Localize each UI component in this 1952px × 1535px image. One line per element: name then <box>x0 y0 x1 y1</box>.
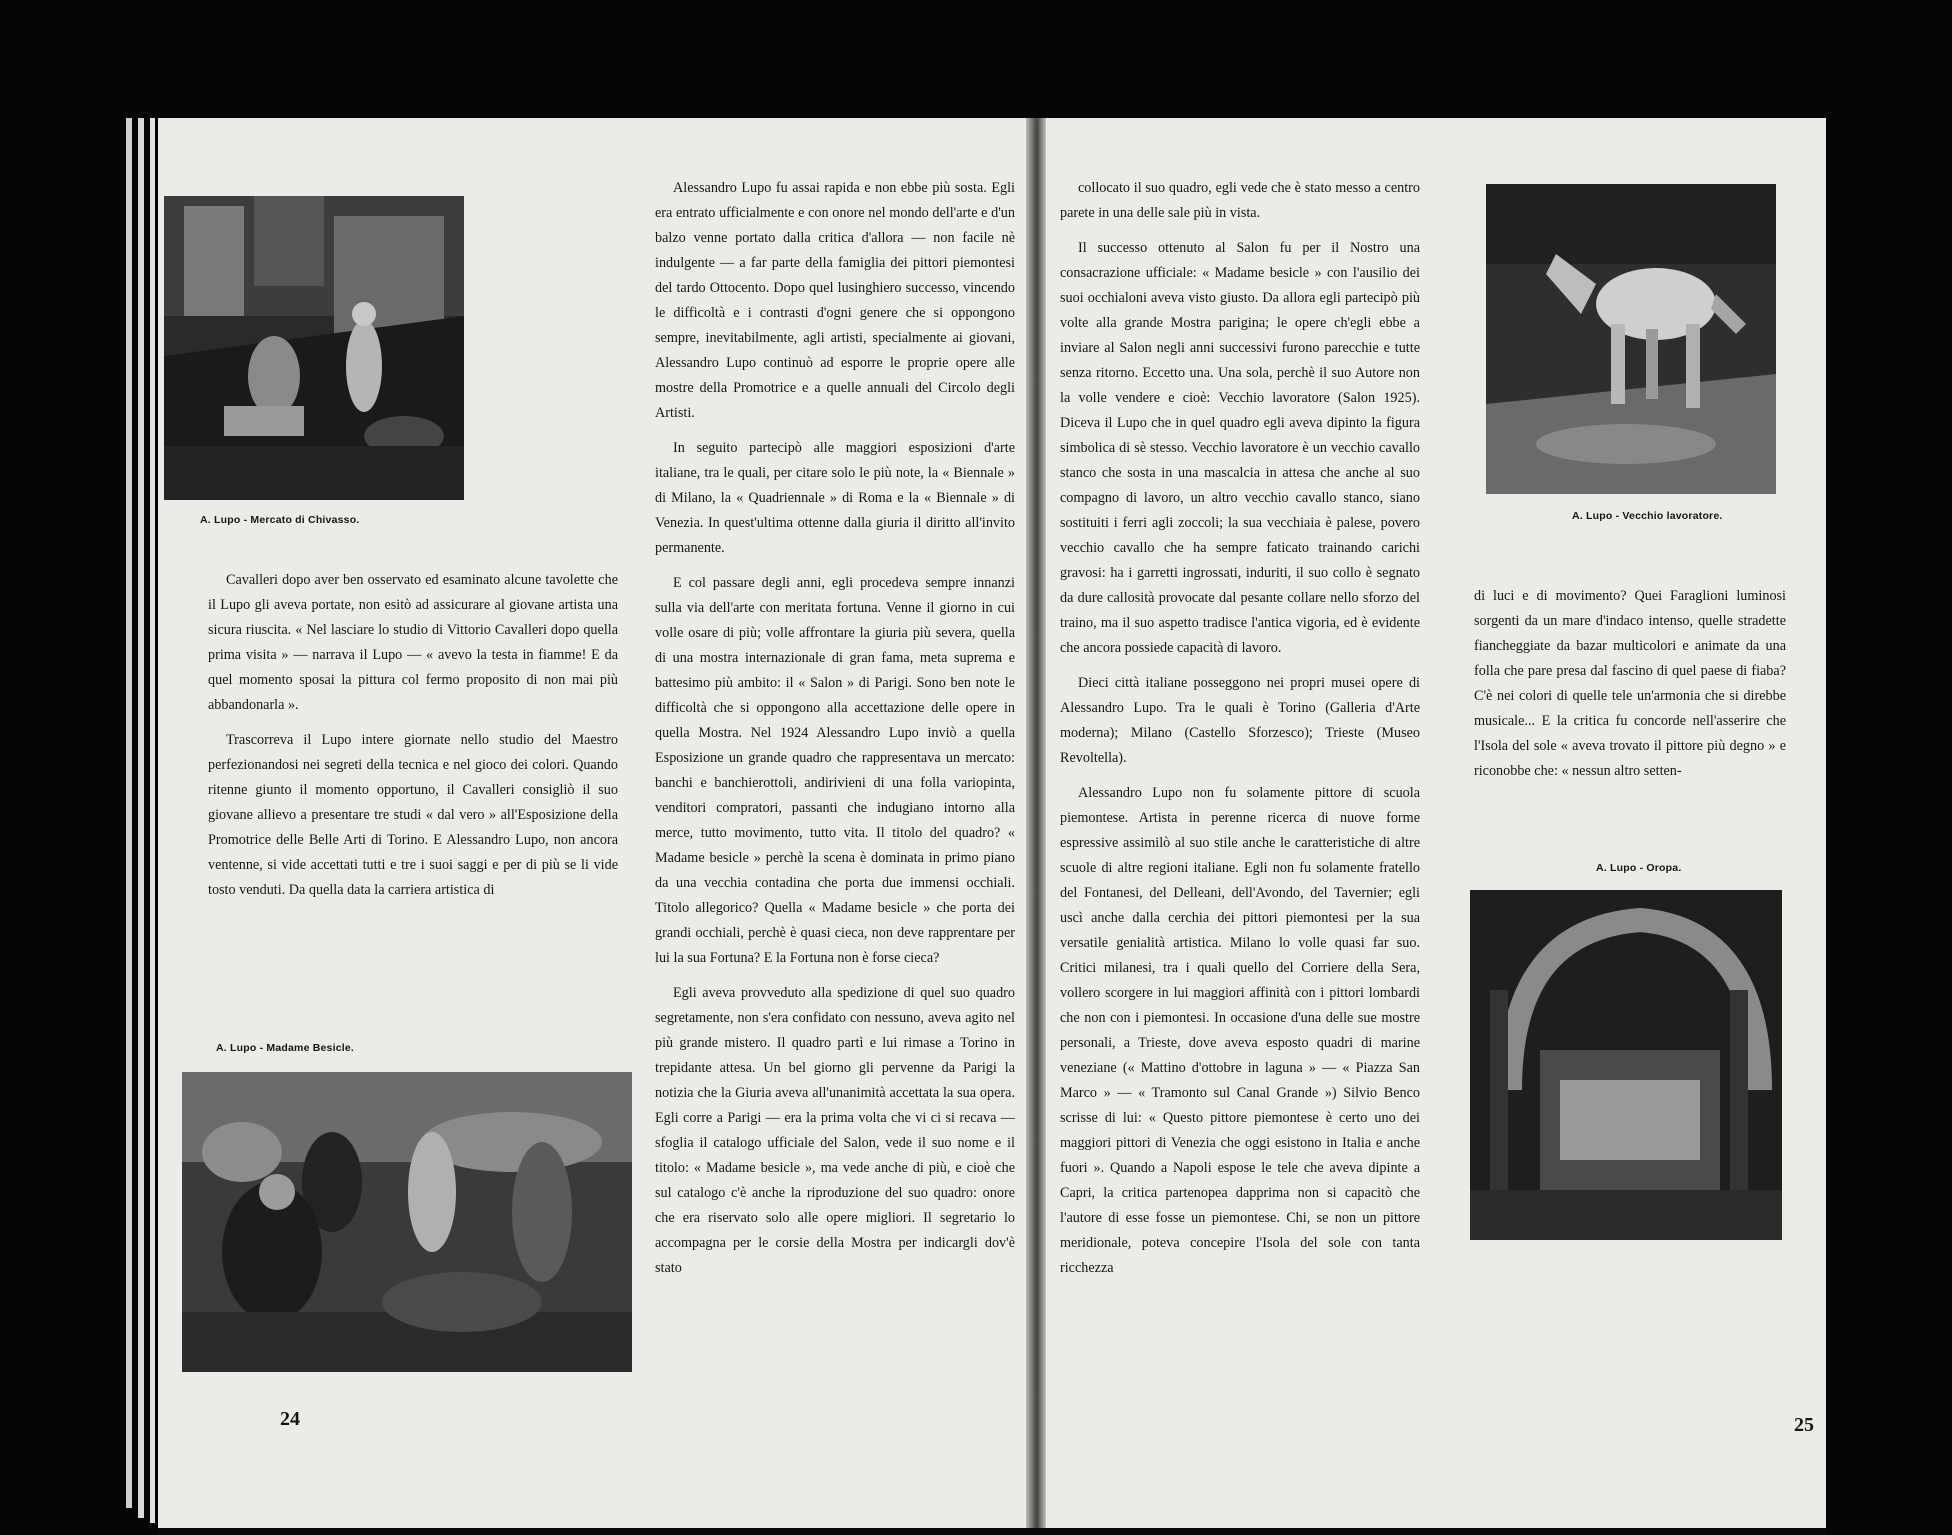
paragraph: Alessandro Lupo non fu solamente pittore di scuola piemontese. Artista in perenne ricerca di nuove forme espressive assimilò al suo stile anche le caratteristiche di altre scuole di altre regioni italiane. Egli non fu solamente fratello del Fontanesi, del Delleani, dell'Avondo, del Tavernier; egli uscì anche dalla cerchia dei pittori piemontesi per la sua versatile genialità artistica. Milano lo volle quasi far suo. Critici milanesi, tra i quali quello del Corriere della Sera, vollero scorgere in lui maggiori affinità con i pittori lombardi che non con i piemontesi. In occasione d'una delle sue mostre personali, a Trieste, dove aveva esposto quadri di marine veneziane (« Mattino d'ottobre in laguna » — « Piazza San Marco » — « Tramonto sul Canal Grande ») Silvio Benco scrisse di lui: « Questo pittore piemontese è certo uno dei maggiori pittori di Venezia che oggi esistono in Italia e anche fuori ». Quando a Napoli espose le tele che aveva dipinte a Capri, la critica partenopea dapprima non si capacitò che l'autore di esse fosse un piemontese. Chi, se non un pittore meridionale, poteva concepire l'Isola del sole con tanta ricchezza <box>1060 785 1420 1276</box>
caption-madame-besicle: A. Lupo - Madame Besicle. <box>216 1042 355 1054</box>
photo-madame-besicle <box>182 1072 632 1372</box>
paragraph: Alessandro Lupo fu assai rapida e non ebbe più sosta. Egli era entrato ufficialmente e con onore nel mondo dell'arte e d'un balzo venne portato dalla critica d'allora — non facile nè indulgente — a far parte della famiglia dei pittori piemontesi del tardo Ottocento. Dopo quel lusinghiero successo, vincendo le difficoltà e i contrasti d'ogni genere che si oppongono sempre, inevitabilmente, agli artisti, specialmente ai giovani, Alessandro Lupo continuò ad esporre le proprie opere alle mostre della Promotrice e a quelle annuali del Circolo degli Artisti. <box>655 180 1015 421</box>
paragraph: di luci e di movimento? Quei Faraglioni luminosi sorgenti da un mare d'indaco intenso, quelle stradette fiancheggiate da bazar multicolori e animate da una folla che pare presa dal fascino di quel paese di fiaba? C'è nei colori di quelle tele un'armonia che si direbbe musicale... E la critica fu concorde nell'asserire che l'Isola del sole « aveva trovato il pittore più degno » e riconobbe che: « nessun altro setten- <box>1474 588 1786 779</box>
left-page-column-1 <box>208 568 618 903</box>
paragraph: Il successo ottenuto al Salon fu per il Nostro una consacrazione ufficiale: « Madame besicle » con l'ausilio dei suoi occhialoni aveva visto giusto. Da allora egli partecipò più volte alla grande Mostra parigina; le opere ch'egli ebbe a inviare al Salon negli anni successivi furono parecchie e tutte senza ritorno. Eccetto una. Una sola, perchè il suo Autore non la volle vendere e cioè: Vecchio lavoratore (Salon 1925). Diceva il Lupo che in quel quadro egli aveva dipinto la figura simbolica di sè stesso. Vecchio lavoratore è un vecchio cavallo stanco che sosta in una mascalcia in attesa che anche al suo compagno di lavoro, un altro vecchio cavallo stanco, siano sostituiti i ferri agli zoccoli; la sua vecchiaia è palese, povero vecchio cavallo che ha sempre faticato trainando carichi gravosi: ha i garretti ingrossati, induriti, il suo collo è segnato da dure callosità provocate dal pesante collare nello sforzo del traino, ma il suo aspetto tradisce l'antica vigoria, ed è evidente che ancora possiede capacità di lavoro. <box>1060 240 1420 656</box>
market-painting <box>164 196 464 500</box>
photo-vecchio-lavoratore <box>1486 184 1776 494</box>
page-number: 25 <box>1794 1414 1814 1436</box>
book-gutter <box>1026 118 1046 1528</box>
caption-oropa: A. Lupo - Oropa. <box>1596 862 1682 874</box>
left-page <box>158 118 1026 1528</box>
paragraph: In seguito partecipò alle maggiori esposizioni d'arte italiane, tra le quali, per citare solo le più note, la « Biennale » di Milano, la « Quadriennale » di Roma e la « Biennale » di Venezia. In quest'ultima ottenne dalla giuria il diritto all'invito permanente. <box>655 440 1015 556</box>
paragraph: E col passare degli anni, egli procedeva sempre innanzi sulla via dell'arte con meritata fortuna. Venne il giorno in cui volle osare di più; volle affrontare la giuria più severa, quella di una mostra internazionale di gran fama, meta suprema e battesimo più ambito: il « Salon » di Parigi. Sono ben note le difficoltà che si oppongono alla accettazione delle opere in quella Mostra. Nel 1924 Alessandro Lupo inviò a quella Esposizione un grande quadro che rappresentava un mercato: banchi e banchierottoli, andirivieni di una folla variopinta, venditori compratori, passanti che indugiano intorno alla merce, tutto movimento, tutto vita. Il titolo del quadro? « Madame besicle » perchè la scena è dominata in primo piano da una vecchia contadina che porta due immensi occhiali. Titolo allegorico? Quella « Madame besicle » che porta dei grandi occhiali, perchè è quasi cieca, non deve rapprentare per lui la sua Fortuna? E la Fortuna non è forse cieca? <box>655 575 1015 966</box>
besicle-painting <box>182 1072 632 1372</box>
left-scan-band <box>0 0 158 1535</box>
right-page-column-1 <box>1060 176 1420 1281</box>
paragraph: Trascorreva il Lupo intere giornate nello studio del Maestro perfezionandosi nei segreti della tecnica e nel gioco dei colori. Quando ritenne giunto il momento opportuno, il Cavalleri consigliò il suo giovane allievo a presentare tre studi « dal vero » all'Esposizione della Promotrice delle Belle Arti di Torino. E Alessandro Lupo, non ancora ventenne, si vide accettati tutti e tre i suoi saggi e per di più se li vide tosto venduti. Da quella data la carriera artistica di <box>208 732 618 898</box>
page-edge-stack <box>126 118 132 1508</box>
paragraph: collocato il suo quadro, egli vede che è stato messo a centro parete in una delle sale più in vista. <box>1060 180 1420 221</box>
right-scan-band <box>1826 0 1952 1535</box>
right-page <box>1046 118 1826 1528</box>
page-edge-stack <box>138 118 144 1518</box>
paragraph: Dieci città italiane posseggono nei propri musei opere di Alessandro Lupo. Tra le quali è Torino (Galleria d'Arte moderna); Milano (Castello Sforzesco); Trieste (Museo Revoltella). <box>1060 675 1420 766</box>
left-page-column-2 <box>655 176 1015 1281</box>
right-page-column-2 <box>1474 584 1786 784</box>
caption-mercato: A. Lupo - Mercato di Chivasso. <box>200 514 360 526</box>
top-scan-band <box>0 0 1952 118</box>
old-horse-painting <box>1486 184 1776 494</box>
page-number: 24 <box>280 1408 300 1430</box>
paragraph: Cavalleri dopo aver ben osservato ed esaminato alcune tavolette che il Lupo gli aveva portate, non esitò ad assicurare al giovane artista una sicura riuscita. « Nel lasciare lo studio di Vittorio Cavalleri dopo quella prima visita » — narrava il Lupo — « avevo la testa in fiamme! E da quel momento sposai la pittura col fermo proposito di non mai più abbandonarla ». <box>208 572 618 713</box>
page-edge-stack <box>150 118 155 1523</box>
photo-oropa <box>1470 890 1782 1240</box>
caption-vecchio-lavoratore: A. Lupo - Vecchio lavoratore. <box>1572 510 1723 522</box>
paragraph: Egli aveva provveduto alla spedizione di quel suo quadro segretamente, non s'era confidato con nessuno, aveva agito nel più grande mistero. Il quadro partì e lui rimase a Torino in trepidante attesa. Un bel giorno gli pervenne da Parigi la notizia che la Giuria aveva all'unanimità accettata la sua opera. Egli corre a Parigi — era la prima volta che vi ci si recava — sfoglia il catalogo ufficiale del Salon, vede il suo nome e il titolo: « Madame besicle », ma vede anche di più, e cioè che sul catalogo c'è anche la riproduzione del suo quadro: onore che era riservato solo alle opere migliori. Il segretario lo accompagna per le corsie della Mostra per indicargli dov'è stato <box>655 985 1015 1276</box>
oropa-painting <box>1470 890 1782 1240</box>
photo-mercato-di-chivasso <box>164 196 464 500</box>
